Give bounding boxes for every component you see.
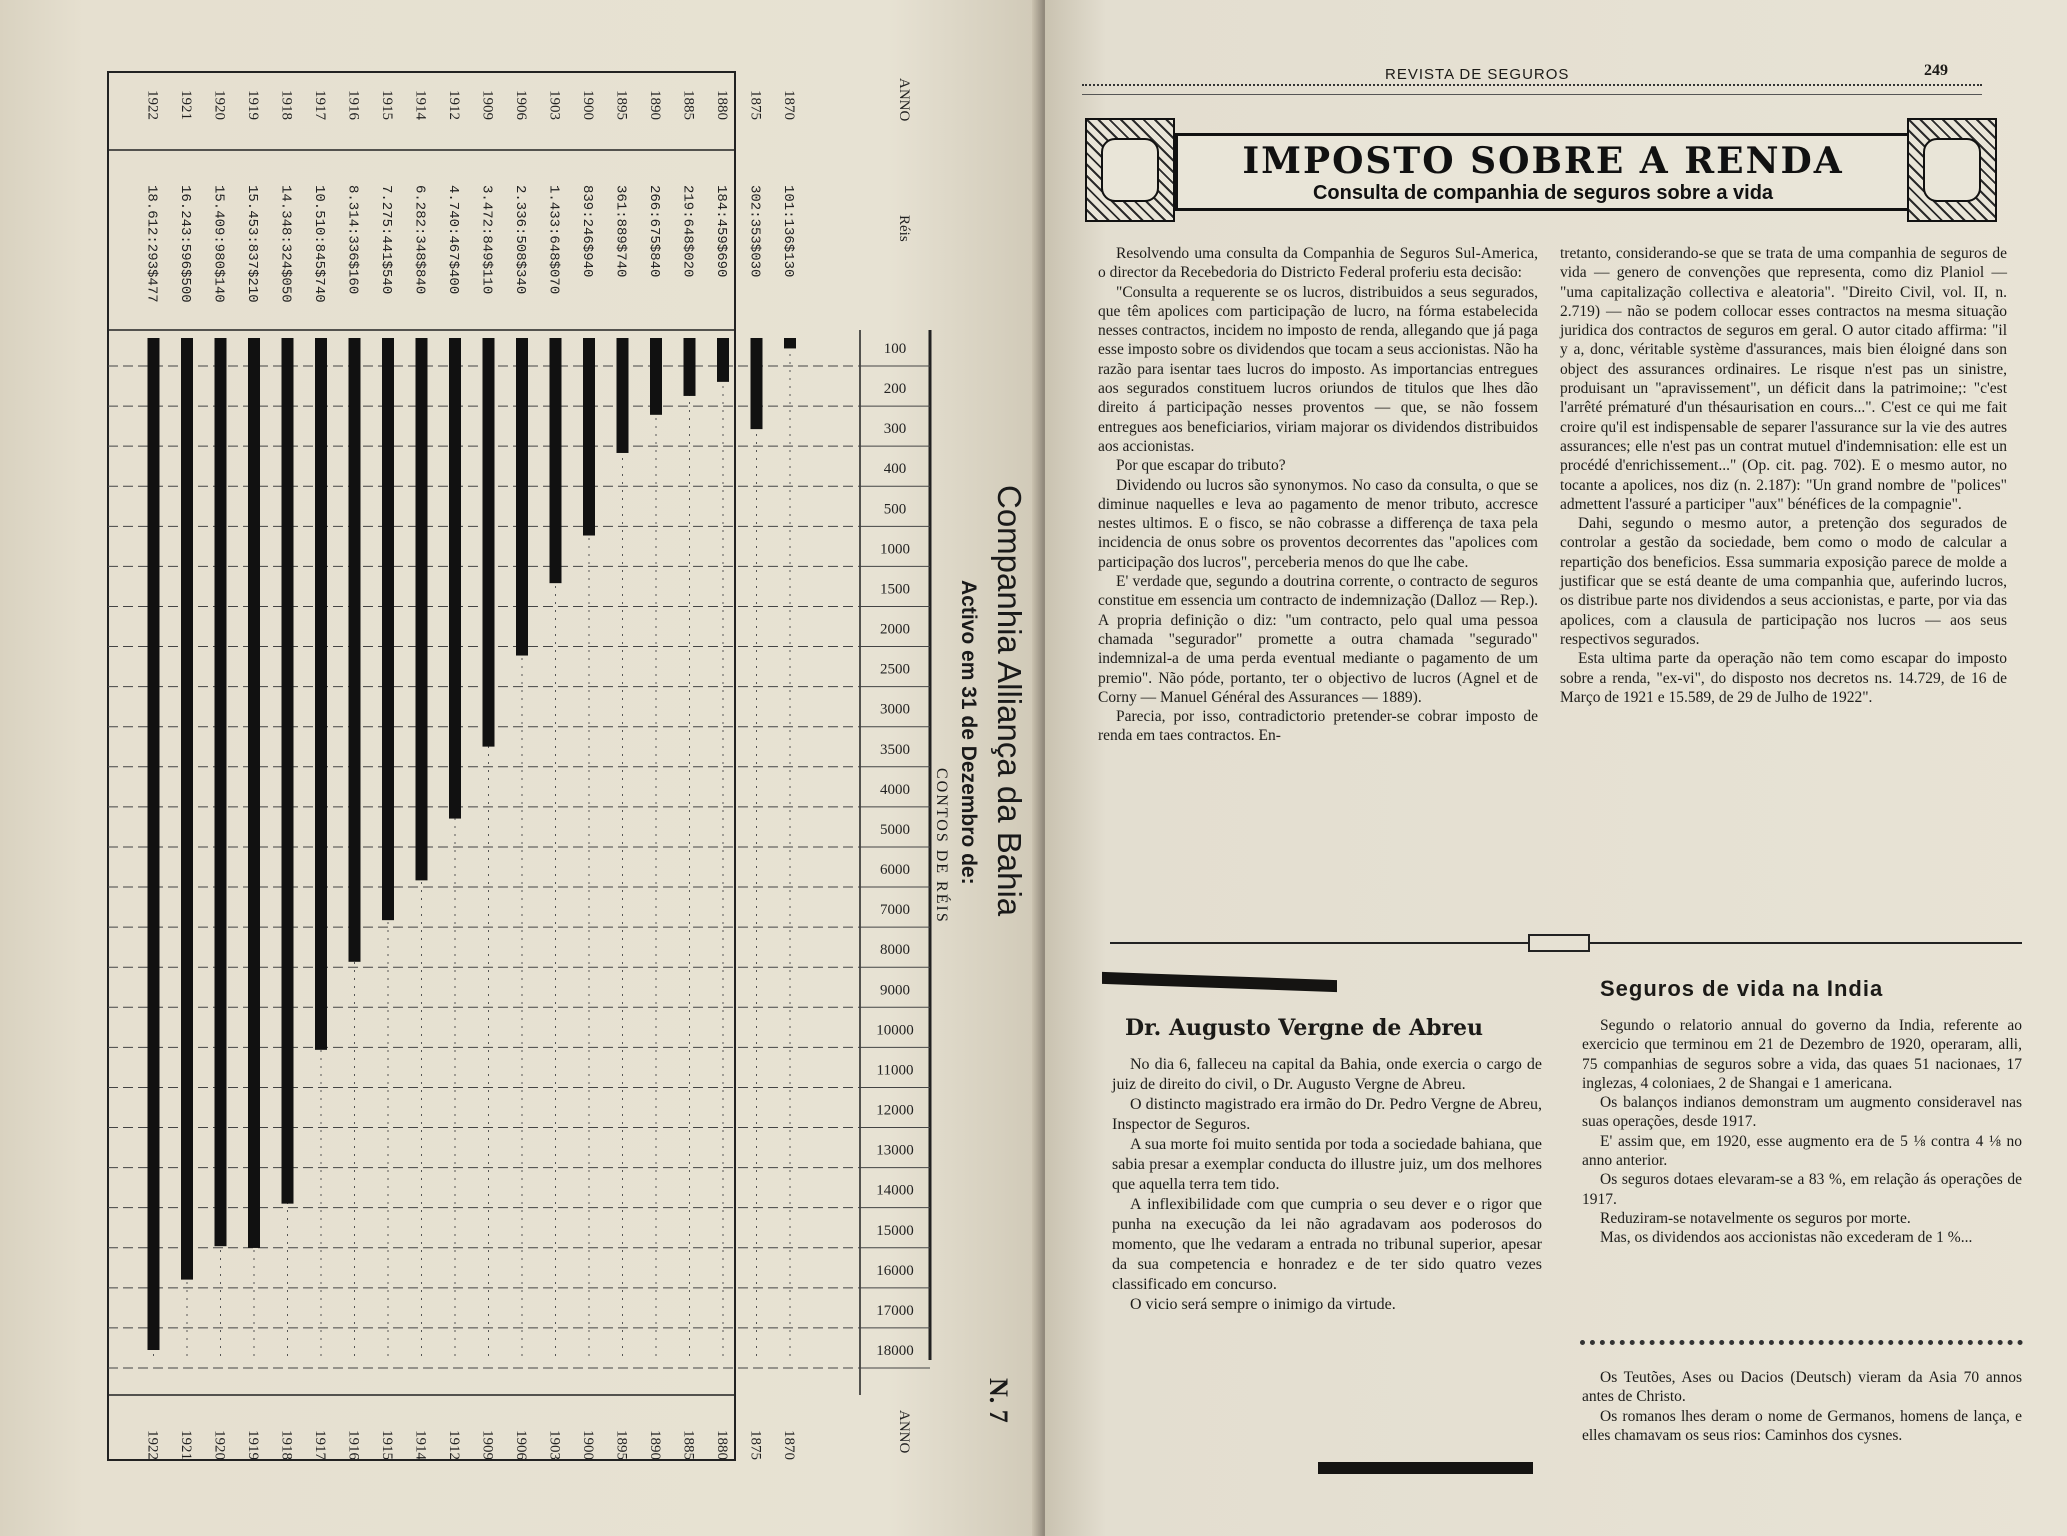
- running-head: REVISTA DE SEGUROS: [1385, 66, 1570, 83]
- year-label-bottom: 1903: [546, 1430, 563, 1460]
- value-label: 3.472:849$110: [478, 185, 495, 295]
- paragraph: Os romanos lhes deram o nome de Germanos, homens de lança, e elles chamavam os seus rios: Caminhos dos cysnes.: [1582, 1407, 2022, 1444]
- paragraph: Mas, os dividendos aos accionistas não excederam de 1 %...: [1600, 1229, 1973, 1247]
- bar-1916: [349, 338, 361, 962]
- value-label: 15.453:837$210: [244, 185, 260, 303]
- scale-tick-label: 9000: [880, 982, 910, 999]
- year-label-bottom: 1920: [211, 1430, 228, 1460]
- value-label: 15.409:980$140: [210, 185, 227, 303]
- chart-subtitle: Activo em 31 de Dezembro de:: [957, 580, 980, 885]
- paragraph: Parecia, por isso, contradictorio pretender-se cobrar imposto de renda em taes contractos. En-: [1098, 708, 1538, 745]
- value-label: 219:648$020: [679, 185, 696, 278]
- year-label-top: 1880: [714, 90, 730, 120]
- divider-ornament-icon: [1528, 934, 1590, 952]
- scale-tick-label: 14000: [876, 1182, 914, 1199]
- article1-column-2: [1560, 244, 2007, 707]
- year-label-bottom: 1875: [747, 1430, 764, 1460]
- bar-1921: [181, 338, 193, 1280]
- year-label-top: 1914: [412, 90, 429, 120]
- obituary-title: Dr. Augusto Vergne de Abreu: [1125, 1015, 1484, 1041]
- year-label-bottom: 1917: [312, 1430, 328, 1460]
- scale-tick-label: 2000: [880, 621, 910, 638]
- bar-1912: [449, 338, 461, 819]
- bar-1922: [148, 338, 160, 1350]
- year-label-top: 1916: [345, 90, 362, 120]
- year-label-bottom: 1890: [647, 1430, 663, 1460]
- paragraph: No dia 6, falleceu na capital da Bahia, onde exercia o cargo de juiz de direito do civil, o Dr. Augusto Vergne de Abreu.: [1112, 1056, 1542, 1093]
- paragraph: tretanto, considerando-se que se trata de uma companhia de seguros de vida — genero de convenções que representa, como diz Planiol — "uma capitalização collectiva e aleatoria". "Direito Civil, vol. II, n. 2.719) — não se podem collocar esses contractos na mesma situação juridica dos contractos de seguros em geral. O autor citado affirma: "il y a, donc, véritable système d'assurances, mais bien éloigné dans son object des assurances ordinaires. Le risque n'est pas un sinistre, produisant un "apravissement", un déficit dans la patrimoine;: "c'est l'arrêté prématuré d'un thésaurisation en cours...". C'est ce qui me fait croire qu'il est indispensable de separer l'assurance sur la vie des autres assurances; elle n'est pas un contrat mutuel d'indemnisation: elle est un procédé d'enrichissement..." (Op. cit. pag. 702). E o mesmo autor, no tocante a apolices, nos diz (n. 2.187): "Un grand nombre de "polices" admettent l'assuré a participer "aux" bénéfices de la compagnie".: [1560, 245, 2007, 513]
- chart-title: Companhia Alliança da Bahia: [991, 485, 1028, 917]
- bar-1914: [416, 338, 428, 880]
- value-label: 14.348:324$050: [277, 185, 294, 303]
- year-label-bottom: 1870: [781, 1430, 797, 1460]
- article1-column-1: [1098, 244, 1538, 746]
- scale-tick-label: 11000: [876, 1062, 914, 1079]
- anno-footer-header: ANNO: [896, 1410, 912, 1454]
- scale-tick-label: 12000: [876, 1102, 914, 1119]
- scale-tick-label: 6000: [880, 862, 910, 879]
- year-label-top: 1909: [479, 90, 496, 120]
- scale-tick-label: 300: [883, 421, 907, 438]
- page-number: 249: [1924, 62, 1948, 79]
- value-label: 1.433:648$070: [545, 185, 562, 295]
- year-label-bottom: 1921: [178, 1430, 194, 1460]
- paragraph: A sua morte foi muito sentida por toda a sociedade bahiana, que sabia presar a exemplar conducta do illustre juiz, um dos melhores que aquella terra tem tido.: [1112, 1136, 1542, 1193]
- bar-1909: [483, 338, 495, 747]
- paragraph: Dividendo ou lucros são synonymos. No caso da consulta, o que se diminue naquelles e leva ao pagamento de menor tributo, accresce nestes ultimos. E o fisco, se não cobrasse a differença de taxa pela incidencia de onus sobre os proventos decorrentes das "apolices com participação dos lucros", perceberia menos do que lhe cabe.: [1098, 476, 1538, 571]
- year-label-top: 1890: [647, 90, 663, 120]
- article-title: IMPOSTO SOBRE A RENDA: [1242, 140, 1844, 182]
- year-label-top: 1917: [312, 90, 328, 120]
- paragraph: Os Teutões, Ases ou Dacios (Deutsch) vieram da Asia 70 annos antes de Christo.: [1582, 1369, 2022, 1406]
- anno-header: ANNO: [896, 78, 912, 122]
- paragraph: Os balanços indianos demonstram um augmento consideravel nas suas operações, desde 1917.: [1582, 1094, 2022, 1131]
- year-label-top: 1870: [781, 90, 797, 120]
- teutons-note: [1582, 1368, 2022, 1445]
- bar-1875: [751, 338, 763, 429]
- year-label-top: 1922: [144, 90, 161, 120]
- value-label: 8.314:336$160: [344, 185, 361, 295]
- paragraph: Por que escapar do tributo?: [1116, 457, 1286, 475]
- right-ornament-icon: [1907, 118, 1997, 222]
- value-label: 18.612:293$477: [143, 185, 160, 303]
- value-label: 101:136$130: [780, 185, 796, 278]
- value-label: 6.282:348$840: [411, 185, 428, 295]
- paragraph: A inflexibilidade com que cumpria o seu dever e o rigor que punha na execução da lei não agradavam aos poderosos do momento, que lhe vedaram a entrada no tribunal superior, apesar da sua competencia e honradez e de ter sido quatro vezes classificado em concurso.: [1112, 1196, 1542, 1293]
- value-label: 266:675$840: [646, 185, 662, 278]
- scale-tick-label: 18000: [876, 1343, 914, 1359]
- article-subtitle: Consulta de companhia de seguros sobre a vida: [1312, 182, 1774, 204]
- india-article-body: [1582, 1016, 2022, 1248]
- year-label-bottom: 1900: [580, 1430, 596, 1460]
- chart-bars: [148, 338, 797, 1350]
- value-label: 302:353$030: [746, 185, 763, 278]
- paragraph: "Consulta a requerente se os lucros, distribuidos a seus segurados, que têm apolices com participação de lucro, na fórma estabelecida nesses contractos, incidem no imposto de renda, allegando que já paga esse imposto sobre os dividendos que tocam a seus accionistas. Não ha razão para isentar taes lucros do imposto. As importancias entregues aos segurados constituem lucros oriundos de titulos que lhes dão direito á participação nesses proventos — que, se não fossem entregues aos beneficiarios, viriam majorar os dividendos distribuidos aos accionistas.: [1098, 283, 1538, 455]
- reis-header: Réis: [896, 215, 912, 242]
- year-label-bottom: 1918: [278, 1430, 295, 1460]
- bar-1900: [583, 338, 595, 536]
- value-label: 361:889$740: [612, 185, 629, 278]
- article-banner: [1085, 118, 1995, 218]
- scale-tick-label: 1000: [880, 541, 910, 558]
- banner-box: [1175, 133, 1911, 211]
- year-label-bottom: 1909: [479, 1430, 496, 1460]
- scale-tick-label: 3000: [880, 701, 910, 718]
- year-label-top: 1885: [680, 90, 697, 120]
- value-label: 10.510:845$740: [311, 185, 327, 303]
- bar-1918: [282, 338, 294, 1204]
- left-ornament-icon: [1085, 118, 1175, 222]
- year-label-top: 1906: [513, 90, 529, 120]
- scale-tick-label: 500: [883, 501, 907, 518]
- value-label: 184:459$690: [713, 185, 729, 278]
- paragraph: O distincto magistrado era irmão do Dr. Pedro Vergne de Abreu, Inspector de Seguros.: [1112, 1096, 1542, 1133]
- paragraph: Segundo o relatorio annual do governo da India, referente ao exercicio que terminou em 21 de Dezembro de 1920, operaram, alli, 75 companhias de seguros sobre a vida, das quaes 51 nacionaes, 17 inglezas, 4 coloniaes, 2 de Shangai e 1 americana.: [1582, 1017, 2022, 1092]
- paragraph: Dahi, segundo o mesmo autor, a pretenção dos segurados de controlar a gestão da sociedade, bem como o modo de calcular a repartição dos beneficios. Essa summaria exposição parece de molde a justificar que se está deante de uma companhia que, auferindo lucros, os distribue parte nos dividendos a seus accionistas, e parte, por via das apolices, com a clausula de participação nos lucros — aos seus respectivos segurados.: [1560, 515, 2007, 648]
- year-label-top: 1918: [278, 90, 295, 120]
- plate-number: N. 7: [984, 1378, 1013, 1423]
- scale-tick-label: 2500: [880, 661, 910, 678]
- value-label: 4.740:467$400: [445, 185, 461, 295]
- value-label: 16.243:596$500: [177, 185, 193, 303]
- paragraph: Resolvendo uma consulta da Companhia de Seguros Sul-America, o director da Recebedoria do Districto Federal proferiu esta decisão:: [1098, 245, 1538, 282]
- year-label-top: 1875: [747, 90, 764, 120]
- year-label-bottom: 1916: [345, 1430, 362, 1460]
- bar-1895: [617, 338, 629, 453]
- scale-tick-label: 100: [883, 341, 907, 357]
- year-label-bottom: 1919: [245, 1430, 261, 1460]
- scale-tick-label: 200: [883, 381, 907, 398]
- year-label-bottom: 1895: [613, 1430, 630, 1460]
- bar-1919: [248, 338, 260, 1248]
- bar-1903: [550, 338, 562, 583]
- value-label: 7.275:441$540: [378, 185, 394, 295]
- year-label-bottom: 1912: [446, 1430, 462, 1460]
- paragraph: Os seguros dotaes elevaram-se a 83 %, em relação ás operações de 1917.: [1582, 1171, 2022, 1208]
- year-label-top: 1921: [178, 90, 194, 120]
- scale-tick-label: 7000: [880, 902, 910, 919]
- bar-1915: [382, 338, 394, 920]
- year-label-bottom: 1880: [714, 1430, 730, 1460]
- scale-tick-label: 17000: [876, 1302, 914, 1319]
- scale-tick-label: 1500: [880, 581, 910, 598]
- bar-1870: [784, 338, 796, 348]
- chart-unit-label: CONTOS DE RÉIS: [933, 768, 950, 924]
- paragraph: E' assim que, em 1920, esse augmento era de 5 ⅛ contra 4 ⅛ no anno anterior.: [1582, 1132, 2022, 1170]
- year-label-bottom: 1906: [513, 1430, 529, 1460]
- scale-tick-label: 400: [883, 461, 907, 478]
- dotted-divider: [1580, 1340, 2023, 1345]
- india-article-title: Seguros de vida na India: [1600, 976, 1884, 1001]
- value-label: 2.336:508$340: [512, 185, 528, 295]
- bar-1920: [215, 338, 227, 1246]
- obituary-body: [1112, 1055, 1542, 1315]
- value-label: 839:246$940: [579, 185, 595, 278]
- year-label-top: 1912: [446, 90, 462, 120]
- year-label-top: 1920: [211, 90, 228, 120]
- scale-tick-label: 16000: [876, 1262, 914, 1279]
- scale-tick-label: 10000: [876, 1022, 914, 1039]
- bar-1906: [516, 338, 528, 656]
- year-label-top: 1895: [613, 90, 630, 120]
- paragraph: Reduziram-se notavelmente os seguros por morte.: [1600, 1209, 1911, 1227]
- scale-tick-label: 13000: [876, 1142, 914, 1159]
- year-label-top: 1915: [379, 90, 395, 120]
- paragraph: O vicio será sempre o inimigo da virtude.: [1130, 1296, 1396, 1313]
- year-label-bottom: 1915: [379, 1430, 395, 1460]
- year-label-bottom: 1914: [412, 1430, 429, 1460]
- paragraph: Esta ultima parte da operação não tem como escapar do imposto sobre a renda, "ex-vi", do disposto nos decretos ns. 14.729, de 16 de Março de 1921 e 15.589, de 29 de Julho de 1922".: [1560, 650, 2007, 706]
- scale-tick-label: 8000: [880, 942, 910, 959]
- paragraph: E' verdade que, segundo a doutrina corrente, o contracto de seguros constitue em essencia um contracto de indemnização (Dalloz — Rep.). A propria definição o diz: "um contracto, pelo qual uma pessoa chamada "segurador" promette a outra chamada "segurado" indemnizal-a de uma perda eventual mediante o pagamento de um premio". Não póde, portanto, ter o objectivo de lucros (Agnel et de Corny — Manuel Général des Assurances — 1889).: [1098, 573, 1538, 706]
- year-label-bottom: 1922: [144, 1430, 161, 1460]
- year-label-top: 1919: [245, 90, 261, 120]
- header-rule: [1082, 84, 1982, 95]
- bar-1917: [315, 338, 327, 1050]
- bar-1880: [717, 338, 729, 382]
- scale-tick-label: 15000: [876, 1222, 914, 1239]
- year-label-bottom: 1885: [680, 1430, 697, 1460]
- scale-tick-label: 5000: [880, 821, 910, 838]
- scale-tick-label: 3500: [880, 741, 910, 758]
- scale-tick-label: 4000: [880, 781, 910, 798]
- bar-1890: [650, 338, 662, 415]
- obituary-bottom-bar: [1318, 1462, 1533, 1474]
- year-label-top: 1903: [546, 90, 563, 120]
- bar-1885: [684, 338, 696, 396]
- year-label-top: 1900: [580, 90, 596, 120]
